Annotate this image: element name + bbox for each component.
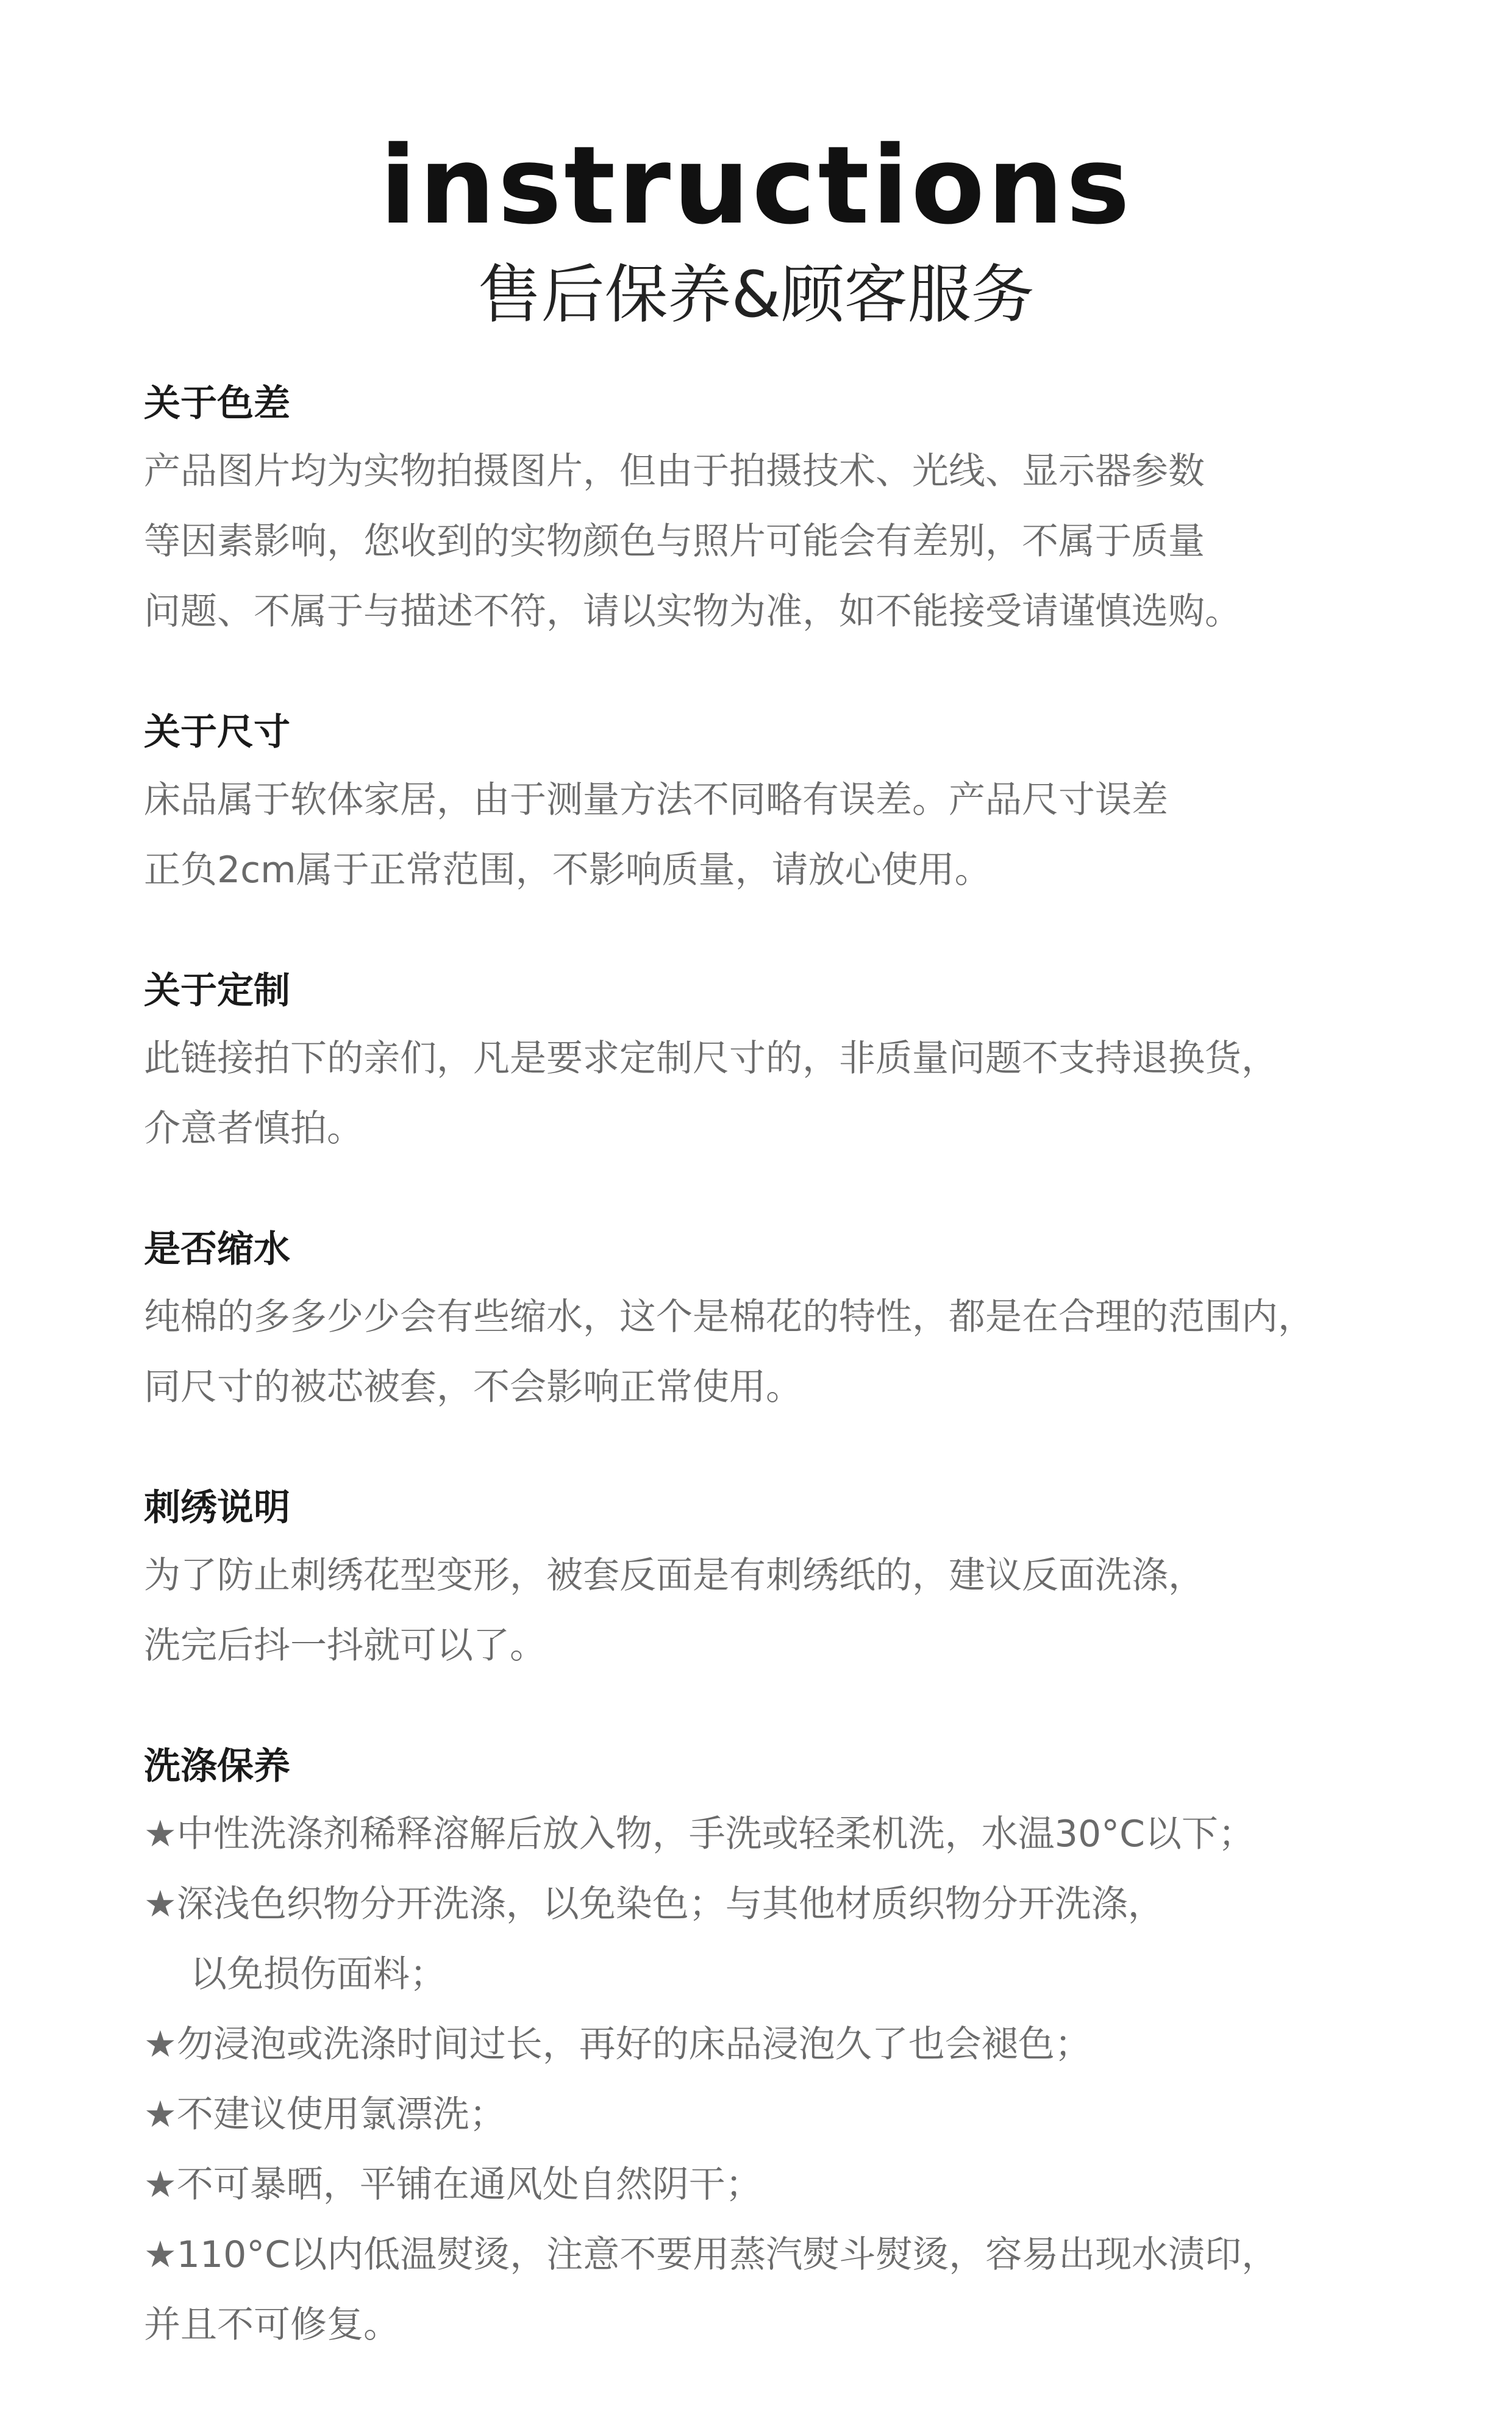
section-embroidery: [144, 1482, 1412, 1681]
section-color-difference: [144, 378, 1412, 647]
section-custom: [144, 965, 1412, 1164]
care-list-item-continued: 并且不可修复。: [144, 2304, 400, 2346]
section-text-line: 洗完后抖一抖就可以了。: [144, 1624, 546, 1667]
section-text-line: 床品属于软体家居，由于测量方法不同略有误差。产品尺寸误差: [144, 779, 1168, 821]
page-subtitle: 售后保养&顾客服务: [477, 257, 1035, 332]
section-text-line: 纯棉的多多少少会有些缩水，这个是棉花的特性，都是在合理的范围内，: [144, 1296, 1314, 1338]
section-heading: 关于尺寸: [144, 711, 290, 754]
section-text-line: 等因素影响，您收到的实物颜色与照片可能会有差别，不属于质量: [144, 520, 1205, 563]
section-text-line: 问题、不属于与描述不符，请以实物为准，如不能接受请谨慎选购。: [144, 590, 1241, 633]
section-heading: 是否缩水: [144, 1228, 290, 1271]
section-text-line: 介意者慎拍。: [144, 1107, 363, 1150]
page-title: instructions: [379, 123, 1133, 248]
page-header: [0, 122, 1512, 334]
care-list-item: ★勿浸泡或洗涤时间过长，再好的床品浸泡久了也会褪色；: [144, 2023, 1091, 2066]
section-text-line: 为了防止刺绣花型变形，被套反面是有刺绣纸的，建议反面洗涤，: [144, 1554, 1205, 1597]
section-heading: 关于色差: [144, 382, 290, 425]
section-size: [144, 707, 1412, 905]
care-list-item-continued: 以免损伤面料；: [190, 1953, 446, 1996]
section-text-line: 此链接拍下的亲们，凡是要求定制尺寸的，非质量问题不支持退换货，: [144, 1037, 1278, 1080]
section-text-line: 同尺寸的被芯被套，不会影响正常使用。: [144, 1366, 802, 1408]
section-heading: 关于定制: [144, 969, 290, 1012]
section-heading: 刺绣说明: [144, 1487, 290, 1529]
section-text-line: 产品图片均为实物拍摄图片，但由于拍摄技术、光线、显示器参数: [144, 450, 1205, 493]
care-list-item: ★不可暴晒，平铺在通风处自然阴干；: [144, 2163, 762, 2206]
section-wash-care: [144, 1741, 1412, 2360]
care-list-item: ★不建议使用氯漂洗；: [144, 2093, 506, 2136]
section-shrinkage: [144, 1224, 1412, 1422]
section-text-line: 正负2cm属于正常范围，不影响质量，请放心使用。: [144, 849, 991, 891]
care-list-item: ★中性洗涤剂稀释溶解后放入物，手洗或轻柔机洗，水温30°C以下；: [144, 1813, 1255, 1855]
section-heading: 洗涤保养: [144, 1745, 290, 1788]
care-list-item: ★110°C以内低温熨烫，注意不要用蒸汽熨斗熨烫，容易出现水渍印，: [144, 2233, 1278, 2276]
care-list-item: ★深浅色织物分开洗涤，以免染色；与其他材质织物分开洗涤，: [144, 1883, 1164, 1926]
content: [144, 378, 1412, 2420]
